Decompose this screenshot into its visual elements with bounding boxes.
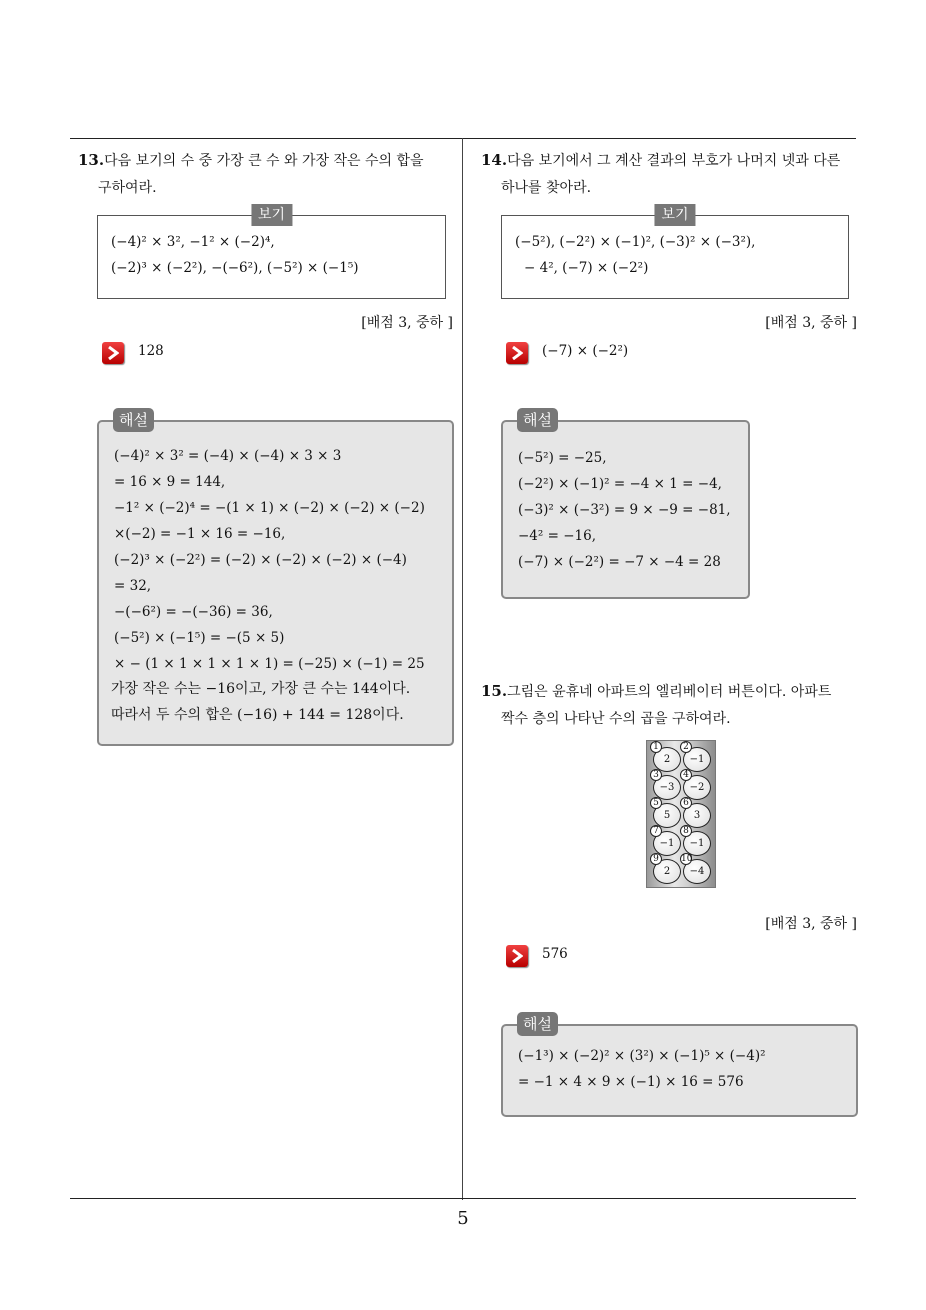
q15-answer-value: 576	[542, 946, 568, 962]
q13-score: [배점 3, 중하 ]	[361, 315, 453, 331]
q13-text-line2: 구하여라.	[98, 180, 157, 196]
q13-solution-line: −(−6²) = −(−36) = 36,	[114, 604, 273, 620]
q13-number: 13.	[78, 151, 105, 169]
q13-solution-line: (−4)² × 3² = (−4) × (−4) × 3 × 3	[114, 448, 342, 464]
q14-solution-line: −4² = −16,	[518, 528, 596, 544]
q13-solution-line: × − (1 × 1 × 1 × 1 × 1) = (−25) × (−1) = 25	[114, 656, 425, 672]
q15-text-line1: 그림은 윤휴네 아파트의 엘리베이터 버튼이다. 아파트	[507, 684, 832, 700]
q13-bogi-line2: (−2)³ × (−2²), −(−6²), (−5²) × (−1⁵)	[111, 260, 359, 276]
q13-bogi-line1: (−4)² × 3², −1² × (−2)⁴,	[111, 234, 275, 250]
q13-bogi-box	[97, 207, 446, 299]
q13-line1	[78, 145, 424, 176]
column-divider	[462, 138, 463, 1200]
q14-number: 14.	[481, 151, 508, 169]
elevator-button: 6 3	[683, 803, 711, 828]
elevator-button: 7 −1	[653, 831, 681, 856]
elevator-button: 9 2	[653, 859, 681, 884]
q13-answer-value: 128	[138, 343, 164, 359]
q13-solution-line: ×(−2) = −1 × 16 = −16,	[114, 526, 286, 542]
q15-solution-line: (−1³) × (−2)² × (3²) × (−1)⁵ × (−4)²	[518, 1048, 766, 1064]
elevator-button: 4 −2	[683, 775, 711, 800]
q13-solution-label: 해설	[113, 408, 154, 432]
q15-solution-box	[501, 1015, 858, 1117]
elevator-button: 8 −1	[683, 831, 711, 856]
q15-number: 15.	[481, 682, 508, 700]
q13-solution-line: (−2)³ × (−2²) = (−2) × (−2) × (−2) × (−4)	[114, 552, 407, 568]
top-rule	[70, 138, 856, 139]
q13-bogi-label: 보기	[251, 204, 292, 226]
q14-score: [배점 3, 중하 ]	[765, 315, 857, 331]
q14-solution-line: (−7) × (−2²) = −7 × −4 = 28	[518, 554, 721, 570]
q14-solution-line: (−5²) = −25,	[518, 450, 607, 466]
page-number: 5	[457, 1208, 469, 1229]
q15-solution-line: = −1 × 4 × 9 × (−1) × 16 = 576	[518, 1074, 744, 1090]
q14-solution-line: (−3)² × (−3²) = 9 × −9 = −81,	[518, 502, 731, 518]
q14-solution-line: (−2²) × (−1)² = −4 × 1 = −4,	[518, 476, 722, 492]
q13-solution-line: (−5²) × (−1⁵) = −(5 × 5)	[114, 630, 285, 646]
elevator-button: 2 −1	[683, 747, 711, 772]
elevator-button: 10 −4	[683, 859, 711, 884]
q13-solution-line: 가장 작은 수는 −16이고, 가장 큰 수는 144이다.	[111, 681, 411, 697]
q14-bogi-box	[501, 207, 849, 299]
elevator-button-panel	[646, 740, 716, 888]
q15-solution-label: 해설	[517, 1012, 558, 1036]
elevator-button: 5 5	[653, 803, 681, 828]
q15-text-line2: 짝수 층의 나타난 수의 곱을 구하여라.	[501, 711, 731, 727]
bottom-rule	[70, 1198, 856, 1199]
q13-solution-line: −1² × (−2)⁴ = −(1 × 1) × (−2) × (−2) × (−2)	[114, 500, 425, 516]
answer-arrow-icon	[506, 342, 528, 364]
q15-line1	[481, 676, 831, 707]
q14-bogi-line2: − 4², (−7) × (−2²)	[524, 260, 649, 276]
q14-text-line2: 하나를 찾아라.	[501, 180, 592, 196]
q14-answer-value: (−7) × (−2²)	[542, 343, 629, 359]
q13-solution-line: = 32,	[114, 578, 152, 594]
q14-solution-label: 해설	[517, 408, 558, 432]
elevator-button: 1 2	[653, 747, 681, 772]
q14-bogi-line1: (−5²), (−2²) × (−1)², (−3)² × (−3²),	[515, 234, 756, 250]
q13-solution-line: 따라서 두 수의 합은 (−16) + 144 = 128이다.	[111, 707, 404, 723]
q14-line1	[481, 145, 840, 176]
q14-text-line1: 다음 보기에서 그 계산 결과의 부호가 나머지 넷과 다른	[507, 153, 841, 169]
q15-score: [배점 3, 중하 ]	[765, 916, 857, 932]
answer-arrow-icon	[102, 342, 124, 364]
q13-solution-box	[97, 411, 454, 746]
q13-text-line1: 다음 보기의 수 중 가장 큰 수 와 가장 작은 수의 합을	[104, 153, 424, 169]
q13-solution-line: = 16 × 9 = 144,	[114, 474, 226, 490]
q14-solution-box	[501, 411, 750, 599]
answer-arrow-icon	[506, 945, 528, 967]
elevator-button: 3 −3	[653, 775, 681, 800]
q14-bogi-label: 보기	[654, 204, 695, 226]
